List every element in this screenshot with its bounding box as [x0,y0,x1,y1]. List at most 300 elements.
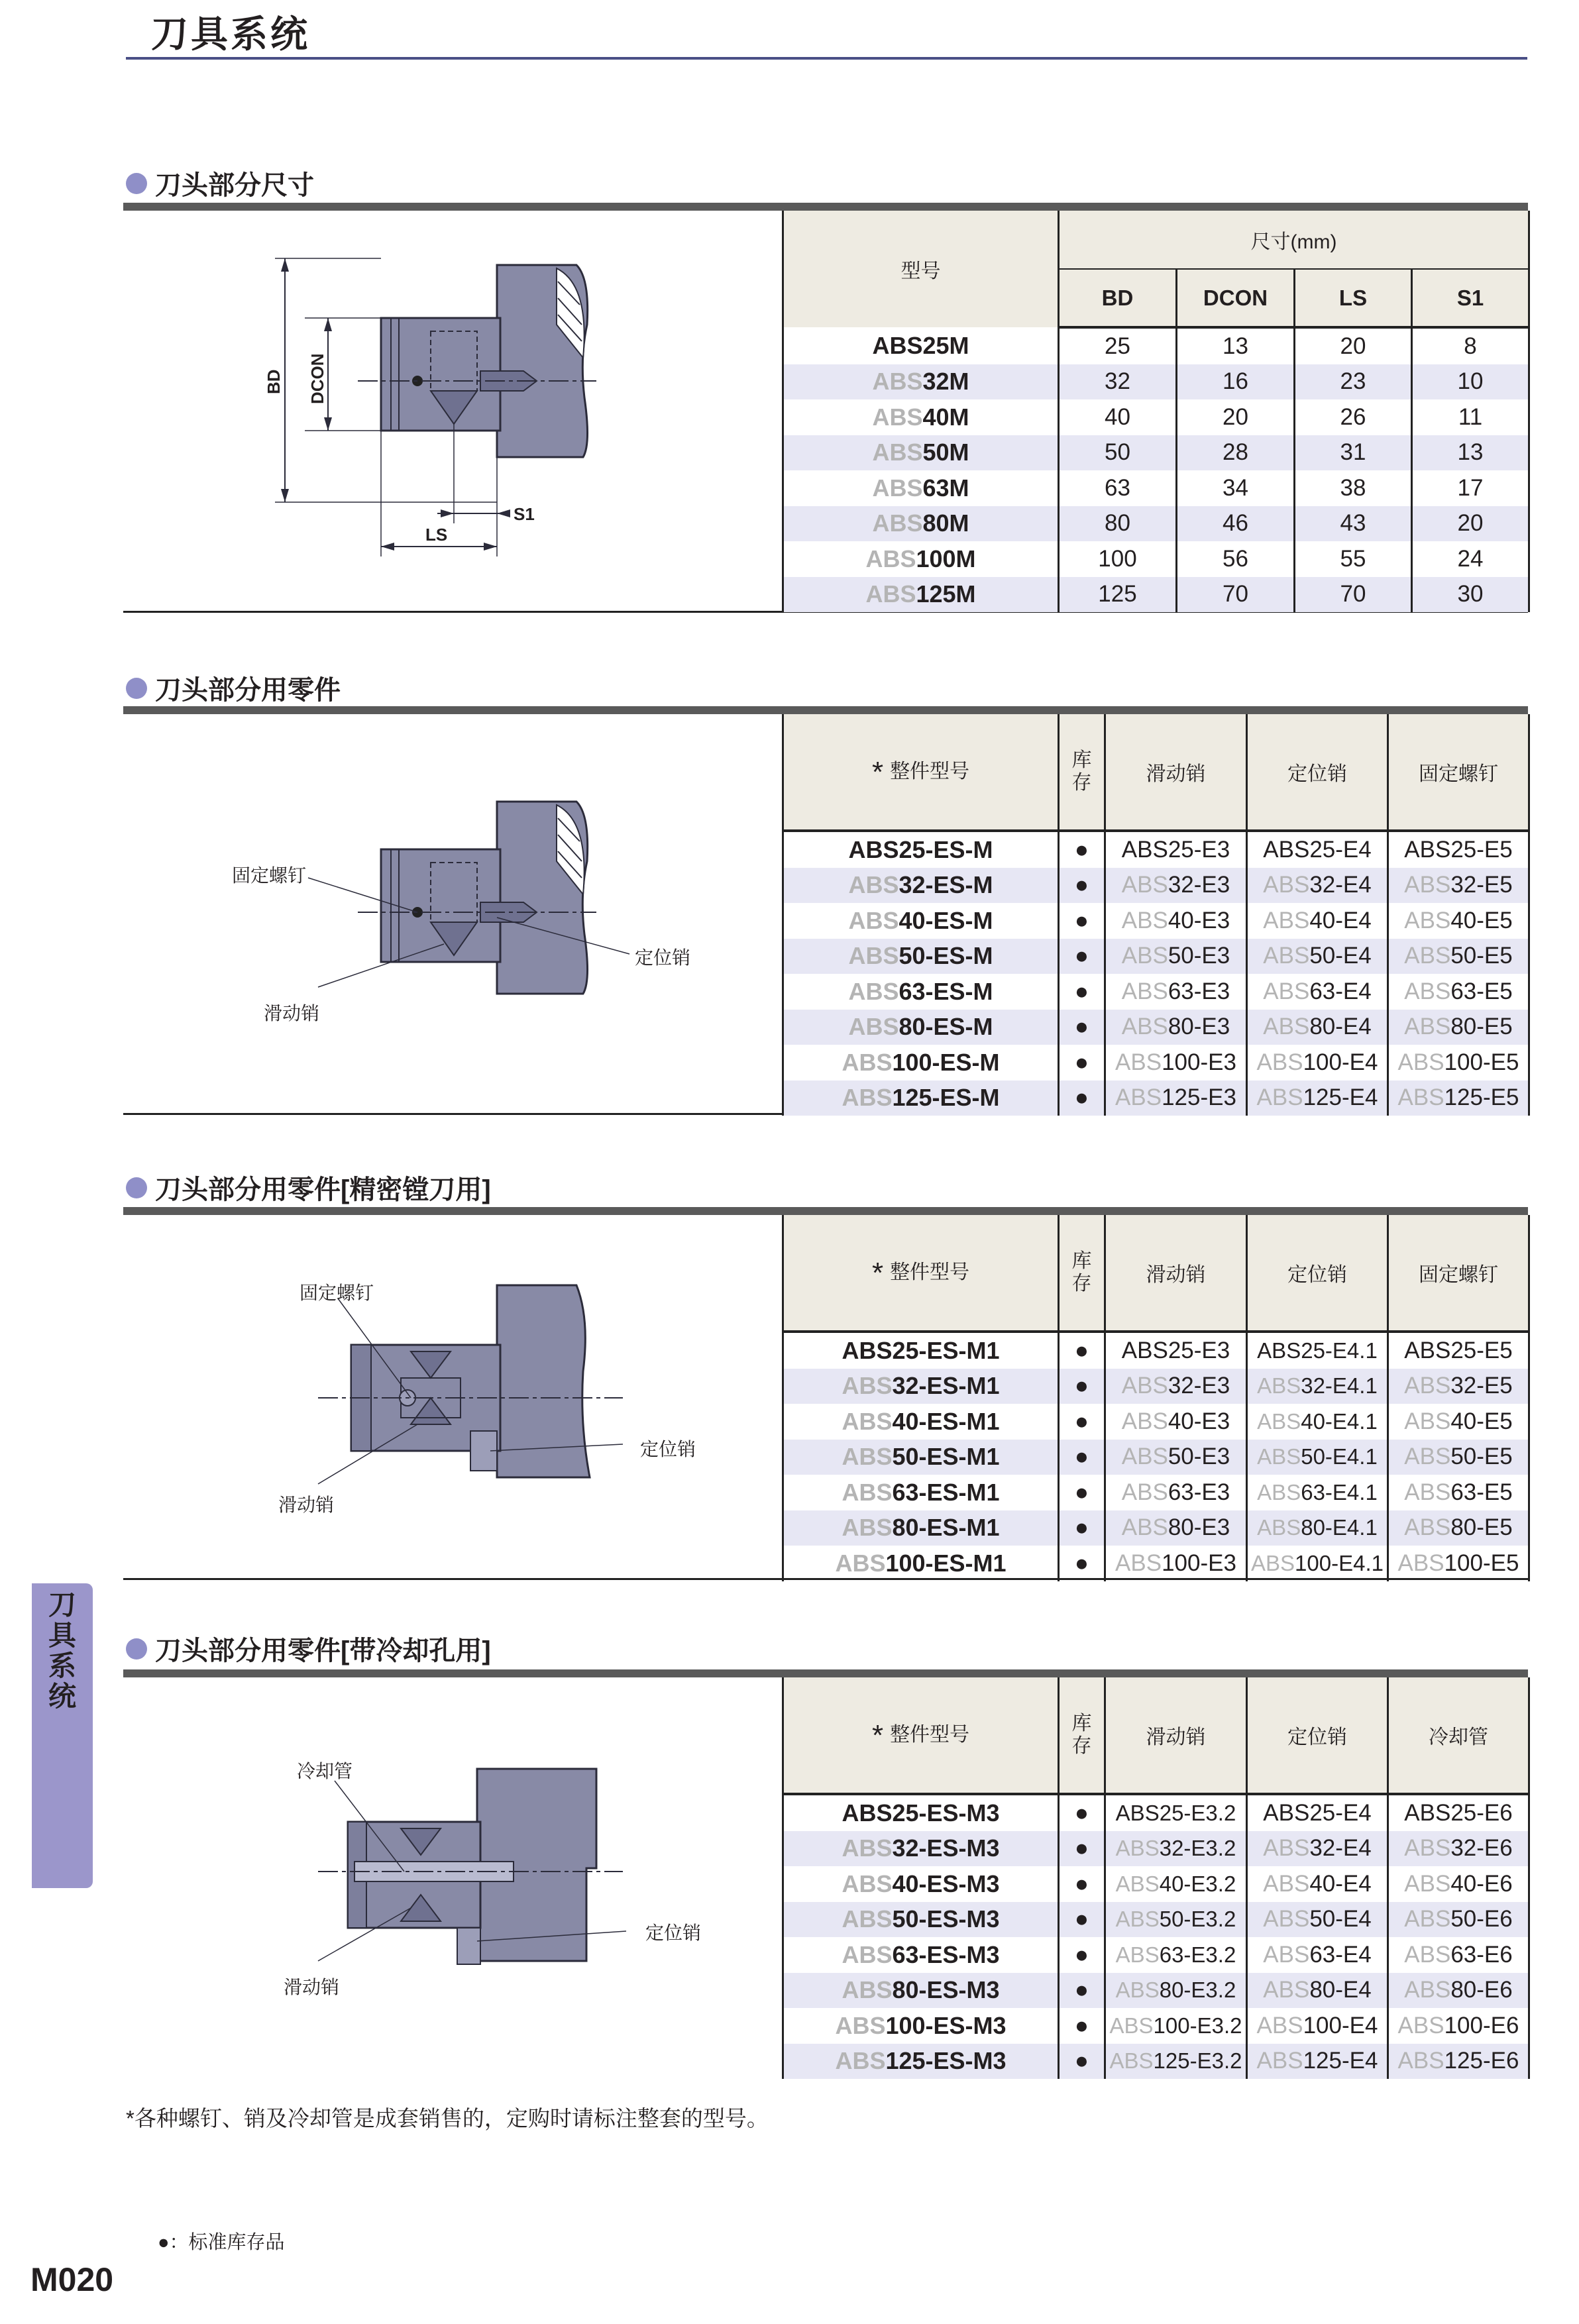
page-title: 刀具系统 [151,13,310,55]
section4-parts-table [782,1677,1530,2079]
part-suffix: 100-E3.2 [1153,2013,1242,2038]
drawing-label-sliding-pin: 滑动销 [278,1495,335,1515]
part-suffix: 32-E3 [1168,872,1230,898]
model-suffix: 100-ES-M1 [885,1549,1007,1577]
drawing-label-sliding-pin: 滑动销 [284,1977,340,1997]
ls-value: 38 [1295,470,1412,506]
bullet-dot-icon [126,1177,147,1198]
table-row [783,1546,1529,1581]
table-row [783,831,1529,868]
part-prefix: ABS [1263,872,1310,898]
section4-parts-drawing [278,1762,689,2001]
s1-label: S1 [514,504,535,524]
part-prefix: ABS [1404,1941,1451,1968]
section4-title [126,1630,491,1667]
set-model-header [783,1215,1059,1332]
col-bd-header: BD [1059,269,1177,327]
stock-dot-icon: ● [1059,1794,1105,1831]
set-model-header-text: 整件型号 [890,1261,970,1283]
part-prefix: ABS [1404,872,1451,898]
part-prefix: ABS [1404,1835,1451,1862]
part-suffix: 100-E4 [1303,2012,1378,2038]
s1-value: 8 [1412,327,1529,364]
dcon-value: 56 [1177,541,1295,577]
section1-title-text: 刀头部分尺寸 [155,171,314,200]
model-suffix: 40M [922,403,969,431]
part-prefix: ABS [1121,1337,1168,1363]
part-prefix: ABS [1256,2048,1303,2074]
drawing-label-screw: 固定螺钉 [299,1283,374,1303]
model-suffix: 32-ES-M [898,871,993,899]
model-prefix: ABS [872,509,923,537]
part-suffix: 40-E6 [1450,1870,1513,1897]
part-prefix: ABS [1115,1871,1160,1896]
part-suffix: 100-E4.1 [1295,1550,1384,1575]
model-suffix: 80M [922,509,969,537]
drawing-label-coolant-tube: 冷却管 [297,1761,353,1781]
part-suffix: 63-E3 [1168,1479,1230,1505]
part-prefix: ABS [1121,1014,1168,1040]
part-suffix: 63-E3 [1168,978,1230,1004]
part-prefix: ABS [1404,1977,1451,2003]
col-locating-pin-header: 定位销 [1247,714,1388,831]
stock-dot-icon: ● [1059,2044,1105,2080]
model-prefix: ABS [842,1905,893,1933]
section2-parts-table [782,714,1530,1116]
part-suffix: 100-E5 [1444,1550,1519,1576]
asterisk-icon: * [871,1719,884,1752]
col-dcon-header: DCON [1177,269,1295,327]
part-prefix: ABS [1115,1978,1160,2003]
model-prefix: ABS [842,1048,893,1076]
table-row [783,1081,1529,1116]
part-suffix: 125-E3.2 [1153,2048,1242,2074]
part-prefix: ABS [1404,1799,1451,1826]
stock-dot-icon: ● [1059,831,1105,868]
table-row [783,939,1529,975]
model-header: 型号 [783,211,1059,327]
model-prefix: ABS [835,2011,886,2039]
stock-dot-icon: ● [1059,1973,1105,2009]
stock-dot-icon: ● [1059,1937,1105,1973]
model-prefix: ABS [872,368,923,396]
bd-value: 125 [1059,577,1177,613]
model-suffix: 50-ES-M [898,942,993,970]
bullet-dot-icon [126,173,147,194]
col-sliding-pin-header: 滑动销 [1105,714,1247,831]
part-prefix: ABS [1263,1906,1310,1932]
col-screw-header: 固定螺钉 [1388,714,1529,831]
model-prefix: ABS [872,474,923,502]
model-prefix: ABS [842,1443,893,1471]
stock-dot-icon: ● [1059,903,1105,939]
dcon-value: 16 [1177,364,1295,400]
model-suffix: 40-ES-M3 [892,1870,1000,1897]
ls-label: LS [425,525,448,545]
part-suffix: 50-E5 [1450,943,1513,969]
model-suffix: 40-ES-M [898,906,993,934]
table-row [783,1510,1529,1546]
part-suffix: 80-E5 [1450,1514,1513,1541]
model-suffix: 25M [922,331,969,359]
part-prefix: ABS [1397,2048,1444,2074]
dcon-value: 70 [1177,577,1295,613]
footnote: *各种螺钉、销及冷却管是成套销售的，定购时请标注整套的型号。 [126,2106,769,2131]
part-suffix: 50-E4 [1309,1906,1372,1932]
model-suffix: 50M [922,439,969,466]
part-prefix: ABS [1257,1444,1301,1469]
dcon-value: 20 [1177,399,1295,435]
part-suffix: 40-E5 [1450,907,1513,933]
part-suffix: 32-E4.1 [1301,1373,1378,1399]
stock-dot-icon: ● [1059,1831,1105,1867]
model-suffix: 100M [916,545,976,572]
model-prefix: ABS [848,1013,899,1041]
part-prefix: ABS [1121,978,1168,1004]
bd-value: 80 [1059,506,1177,542]
stock-dot-icon: ● [1059,1866,1105,1902]
part-suffix: 63-E6 [1450,1941,1513,1968]
part-prefix: ABS [1256,2012,1303,2038]
bd-value: 100 [1059,541,1177,577]
part-suffix: 40-E3.2 [1159,1871,1236,1896]
table-row [783,1866,1529,1902]
part-suffix: 100-E3 [1162,1550,1236,1576]
part-suffix: 80-E6 [1450,1977,1513,2003]
stock-legend-icon: ● [158,2232,170,2253]
stock-header-text: 库存 [1071,1250,1092,1294]
stock-dot-icon: ● [1059,1045,1105,1081]
section2-parts-drawing [219,795,696,1033]
model-prefix: ABS [848,871,899,899]
model-suffix: 80-ES-M [898,1013,993,1041]
model-suffix: 25-ES-M1 [892,1336,1000,1364]
section2-title [126,669,341,707]
table-row [783,868,1529,904]
section2-top-bar [123,706,1528,714]
part-prefix: ABS [1263,1835,1310,1862]
part-suffix: 80-E5 [1450,1014,1513,1040]
model-suffix: 100-ES-M3 [885,2011,1007,2039]
part-prefix: ABS [1397,1550,1444,1576]
stock-dot-icon: ● [1059,974,1105,1010]
section3-title [126,1169,491,1206]
set-model-header [783,1677,1059,1794]
section1-top-bar [123,203,1528,211]
table-row [783,1973,1529,2009]
set-model-header [783,714,1059,831]
table-row [783,1475,1529,1510]
section3-parts-table [782,1215,1530,1581]
part-suffix: 50-E3.2 [1159,1907,1236,1932]
stock-dot-icon: ● [1059,939,1105,975]
bd-value: 32 [1059,364,1177,400]
part-prefix: ABS [1404,1373,1451,1399]
model-suffix: 63-ES-M1 [892,1478,1000,1506]
drawing-label-locating-pin: 定位销 [635,947,691,968]
part-prefix: ABS [1404,1408,1451,1434]
part-prefix: ABS [1404,836,1451,863]
part-suffix: 32-E6 [1450,1835,1513,1862]
stock-header-text: 库存 [1071,749,1092,794]
col-ls-header: LS [1295,269,1412,327]
model-prefix: ABS [848,977,899,1005]
part-prefix: ABS [1115,1942,1160,1967]
stock-dot-icon: ● [1059,1902,1105,1938]
dcon-label: DCON [307,353,327,404]
stock-header [1059,714,1105,831]
table-row [783,541,1529,577]
part-suffix: 25-E4 [1309,836,1372,863]
part-prefix: ABS [1404,978,1451,1004]
part-prefix: ABS [1115,1800,1160,1825]
part-prefix: ABS [1404,1906,1451,1932]
part-suffix: 50-E6 [1450,1906,1513,1932]
part-suffix: 50-E4.1 [1301,1444,1378,1469]
table-row [783,2008,1529,2044]
table-row [783,1831,1529,1867]
s1-value: 11 [1412,399,1529,435]
model-suffix: 100-ES-M [892,1048,1000,1076]
part-prefix: ABS [1257,1479,1301,1505]
bd-value: 50 [1059,435,1177,471]
part-prefix: ABS [1263,1977,1310,2003]
ls-value: 55 [1295,541,1412,577]
part-prefix: ABS [1256,1084,1303,1111]
table-row [783,1794,1529,1831]
table-row [783,327,1529,364]
part-prefix: ABS [1109,2048,1154,2074]
part-prefix: ABS [1263,836,1310,863]
model-prefix: ABS [842,1478,893,1506]
model-prefix: ABS [842,1514,893,1542]
table-row [783,364,1529,400]
section3-top-bar [123,1207,1528,1215]
model-prefix: ABS [842,1799,893,1826]
part-suffix: 63-E5 [1450,1479,1513,1505]
stock-dot-icon: ● [1059,1510,1105,1546]
part-suffix: 125-E6 [1444,2048,1519,2074]
col-sliding-pin-header: 滑动销 [1105,1677,1247,1794]
part-suffix: 32-E5 [1450,1373,1513,1399]
part-prefix: ABS [1121,872,1168,898]
part-suffix: 50-E3 [1168,943,1230,969]
part-prefix: ABS [1115,1084,1162,1111]
part-prefix: ABS [1404,1870,1451,1897]
part-suffix: 100-E3 [1162,1049,1236,1075]
part-prefix: ABS [1121,836,1168,863]
model-suffix: 80-ES-M1 [892,1514,1000,1542]
dcon-value: 34 [1177,470,1295,506]
part-suffix: 50-E4 [1309,943,1372,969]
s1-value: 30 [1412,577,1529,613]
part-suffix: 25-E3 [1168,836,1230,863]
part-suffix: 32-E5 [1450,872,1513,898]
stock-dot-icon: ● [1059,1081,1105,1116]
part-prefix: ABS [1121,1408,1168,1434]
part-prefix: ABS [1263,1941,1310,1968]
table-row [783,399,1529,435]
table-row [783,1404,1529,1440]
part-suffix: 25-E4.1 [1301,1338,1378,1363]
model-prefix: ABS [842,1870,893,1897]
part-suffix: 125-E4 [1303,1084,1378,1111]
part-suffix: 40-E3 [1168,1408,1230,1434]
model-suffix: 80-ES-M3 [892,1976,1000,2004]
dcon-value: 28 [1177,435,1295,471]
part-suffix: 40-E5 [1450,1408,1513,1434]
bd-value: 63 [1059,470,1177,506]
part-suffix: 100-E6 [1444,2012,1519,2038]
part-suffix: 125-E4 [1303,2048,1378,2074]
stock-dot-icon: ● [1059,1010,1105,1045]
model-suffix: 63-ES-M [898,977,993,1005]
part-prefix: ABS [1251,1550,1295,1575]
model-suffix: 25-ES-M [898,835,993,863]
stock-header [1059,1677,1105,1794]
page-number: M020 [30,2261,114,2298]
part-prefix: ABS [1257,1515,1301,1540]
bd-value: 40 [1059,399,1177,435]
ls-value: 26 [1295,399,1412,435]
model-suffix: 32-ES-M3 [892,1834,1000,1862]
s1-value: 20 [1412,506,1529,542]
part-prefix: ABS [1121,1444,1168,1470]
part-suffix: 63-E3.2 [1159,1942,1236,1967]
part-suffix: 80-E4 [1309,1977,1372,2003]
part-prefix: ABS [1404,943,1451,969]
part-prefix: ABS [1257,1338,1301,1363]
stock-header [1059,1215,1105,1332]
side-tab-text: 刀具系统 [48,1589,76,1712]
bd-value: 25 [1059,327,1177,364]
section1-dimension-drawing [245,252,616,570]
part-suffix: 63-E4.1 [1301,1479,1378,1505]
col-s1-header: S1 [1412,269,1529,327]
part-prefix: ABS [1121,907,1168,933]
stock-dot-icon: ● [1059,1369,1105,1404]
part-suffix: 50-E3 [1168,1444,1230,1470]
bd-label: BD [264,369,284,394]
model-suffix: 32M [922,368,969,396]
model-prefix: ABS [872,331,923,359]
part-prefix: ABS [1115,1907,1160,1932]
table-row [783,577,1529,613]
part-suffix: 40-E4.1 [1301,1408,1378,1434]
part-suffix: 80-E3 [1168,1514,1230,1541]
table-row [783,2044,1529,2080]
col-locating-pin-header: 定位销 [1247,1677,1388,1794]
stock-dot-icon: ● [1059,1440,1105,1475]
part-prefix: ABS [1115,1836,1160,1861]
model-prefix: ABS [835,1549,886,1577]
model-suffix: 125M [916,580,976,608]
part-prefix: ABS [1404,907,1451,933]
section4-top-bar [123,1669,1528,1677]
part-prefix: ABS [1257,1408,1301,1434]
model-prefix: ABS [848,942,899,970]
table-row [783,974,1529,1010]
stock-header-text: 库存 [1071,1713,1092,1757]
section4-title-text: 刀头部分用零件[带冷却孔用] [155,1636,491,1665]
part-prefix: ABS [1397,1049,1444,1075]
dim-group-header: 尺寸(mm) [1059,211,1529,269]
model-suffix: 125-ES-M3 [885,2047,1007,2075]
s1-value: 17 [1412,470,1529,506]
part-suffix: 80-E3 [1168,1014,1230,1040]
title-rule [126,57,1527,60]
part-suffix: 32-E4 [1309,1835,1372,1862]
asterisk-icon: * [871,1257,884,1289]
part-prefix: ABS [1121,943,1168,969]
part-prefix: ABS [1115,1049,1162,1075]
bullet-dot-icon [126,1638,147,1660]
part-prefix: ABS [1115,1550,1162,1576]
part-suffix: 63-E5 [1450,978,1513,1004]
model-prefix: ABS [835,2047,886,2075]
section1-title [126,164,314,202]
part-suffix: 100-E4 [1303,1049,1378,1075]
dcon-value: 46 [1177,506,1295,542]
table-row [783,1010,1529,1045]
table-row [783,506,1529,542]
stock-dot-icon: ● [1059,1404,1105,1440]
part-prefix: ABS [1263,1799,1310,1826]
table-row [783,1045,1529,1081]
part-suffix: 32-E4 [1309,872,1372,898]
s1-value: 10 [1412,364,1529,400]
model-suffix: 25-ES-M3 [892,1799,1000,1826]
table-row [783,903,1529,939]
part-prefix: ABS [1404,1337,1451,1363]
part-suffix: 80-E4.1 [1301,1515,1378,1540]
part-prefix: ABS [1263,1870,1310,1897]
ls-value: 70 [1295,577,1412,613]
table-row [783,435,1529,471]
dcon-value: 13 [1177,327,1295,364]
side-tab-label [32,1590,93,1712]
part-suffix: 100-E5 [1444,1049,1519,1075]
drawing-label-locating-pin: 定位销 [645,1923,702,1943]
part-prefix: ABS [1109,2013,1154,2038]
table-row [783,1440,1529,1475]
stock-dot-icon: ● [1059,1475,1105,1510]
legend [158,2227,285,2254]
model-prefix: ABS [865,580,916,608]
part-suffix: 50-E5 [1450,1444,1513,1470]
part-suffix: 25-E3.2 [1159,1800,1236,1825]
part-prefix: ABS [1263,907,1310,933]
part-prefix: ABS [1121,1373,1168,1399]
drawing-label-screw: 固定螺钉 [232,865,307,886]
stock-dot-icon: ● [1059,1332,1105,1369]
part-prefix: ABS [1397,2012,1444,2038]
part-suffix: 40-E3 [1168,907,1230,933]
model-prefix: ABS [842,1336,893,1364]
part-suffix: 32-E3 [1168,1373,1230,1399]
s1-value: 13 [1412,435,1529,471]
part-suffix: 32-E3.2 [1159,1836,1236,1861]
part-suffix: 25-E4 [1309,1799,1372,1826]
part-suffix: 25-E3 [1168,1337,1230,1363]
drawing-label-locating-pin: 定位销 [640,1439,696,1459]
ls-value: 31 [1295,435,1412,471]
table-row [783,470,1529,506]
model-prefix: ABS [848,906,899,934]
part-suffix: 25-E5 [1450,836,1513,863]
model-prefix: ABS [842,1407,893,1435]
set-model-header-text: 整件型号 [890,761,970,782]
